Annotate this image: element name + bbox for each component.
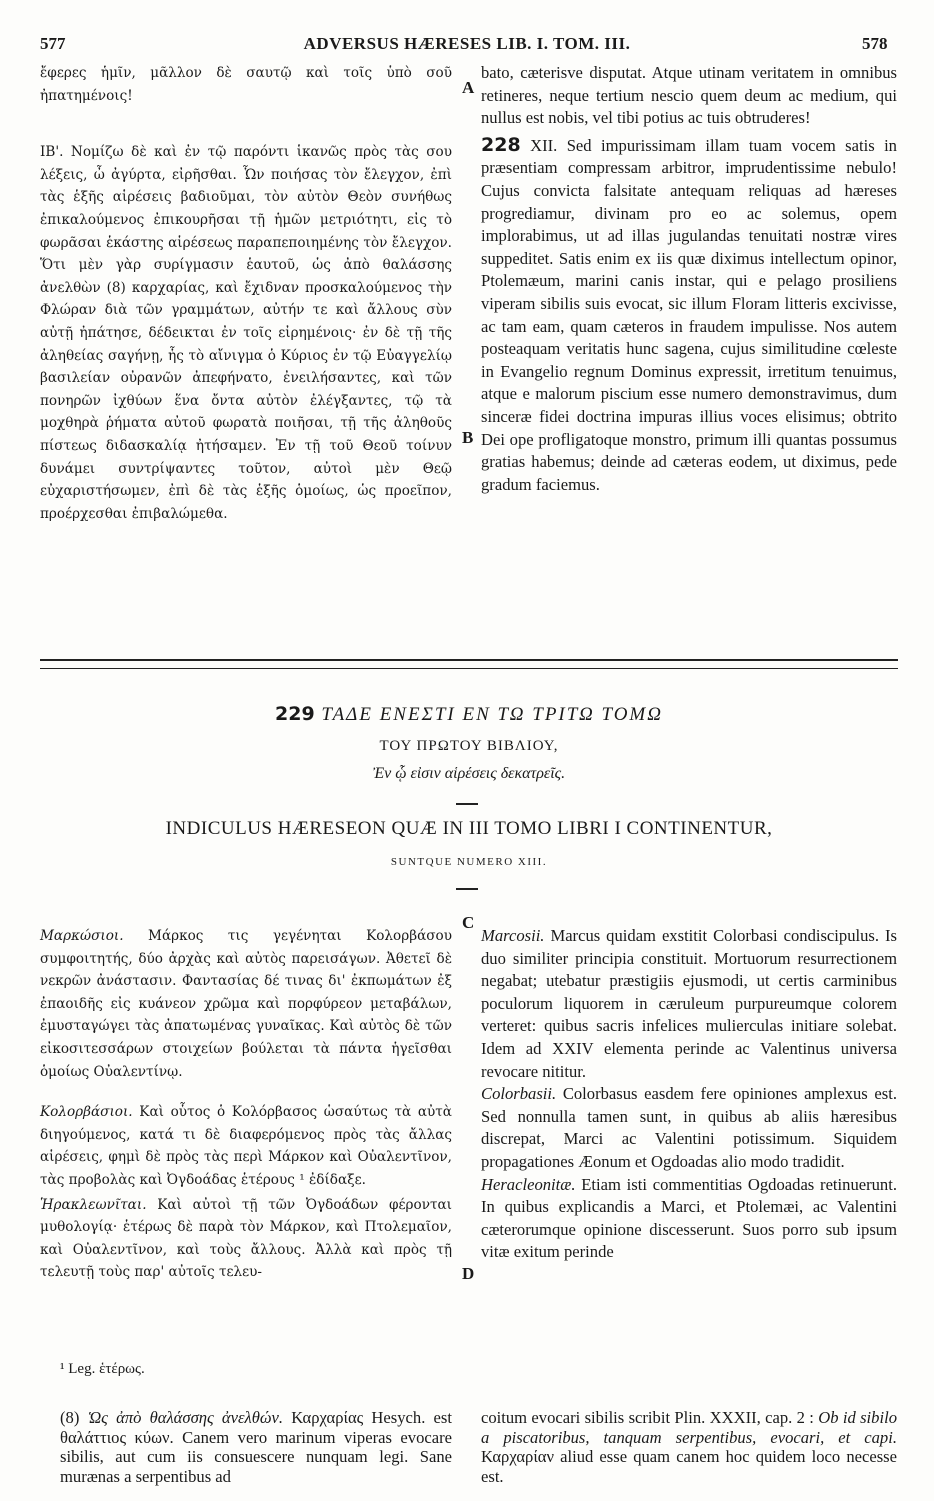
latin-paragraph-1: bato, cæterisve disputat. Atque utinam veritatem in omnibus retineres, neque tertium nescio quem deum ac medium, qui nullus est nobis, vel tibi potius ac tuis obtruderes! <box>481 63 897 128</box>
greek-entry-heracleonitae <box>40 1194 452 1284</box>
margin-letter-d: D <box>462 1264 475 1283</box>
greek-entry-text: Καὶ αὐτοὶ τῇ τῶν Ὀγδοάδων φέρονται μυθολογίᾳ· ἑτέρως δὲ παρὰ τὸν Μάρκον, καὶ Πτολεμαῖον, καὶ Οὐαλεντῖνον, καὶ τοὺς ἄλλους. Ἀλλὰ καὶ πρὸς τῇ τελευτῇ τοὺς παρ' αὐτοῖς τελευ- <box>40 1196 452 1281</box>
greek-entry-text: Μάρκος τις γεγένηται Κολορβάσου συμφοιτητής, δύο ἀρχὰς καὶ αὐτὸς παρεισάγων. Ἀθετεῖ δὲ νεκρῶν ἀνάστασιν. Φαντασίας δέ τινας δι' ἐκπωμάτων ἐξ ἐπαοιδῆς εἰς κυάνεον χρῶμα καὶ πορφύρεον μεταβάλων, ἐμυσταγώγει τὰς ἀπατωμένας γυναῖκας. Καὶ αὐτὸς δὲ τῶν εἰκοσιτεσσάρων στοιχείων βούλεται τὰ πάντα ἡγεῖσθαι ὁμοίως Οὐαλεντίνῳ. <box>40 928 452 1080</box>
short-rule-2 <box>456 888 478 890</box>
divider-rule-thick <box>40 659 898 661</box>
greek-column-bottom <box>40 925 452 1284</box>
footnote-1: ¹ Leg. ἑτέρως. <box>60 1361 145 1377</box>
greek-entry-head: Ἡρακλεωνῖται. <box>40 1196 147 1213</box>
latin-column-bottom <box>481 925 897 1264</box>
latin-entry-text: Colorbasus easdem fere opiniones amplexus est. Sed nonnulla tamen sunt, in quibus ab aliis hæresibus discrepat, Marci ac Valentini potissimum. Siquidem propagationes Æonum et Ogdoadas alio modo tradidit. <box>481 1084 897 1171</box>
greek-paragraph-1: ἔφερες ἡμῖν, μᾶλλον δὲ σαυτῷ καὶ τοῖς ὑπὸ σοῦ ἠπατημένοις! <box>40 65 452 104</box>
footnote-8-text: Καρχαρίας Hesych. est θαλάττιος κύων. Canem vero marinum viperas evocare sibilis, aut cum iis consuescere nunquam legi. Sane murænas a serpentibus ad <box>60 1408 452 1486</box>
latin-entry-colorbasii <box>481 1083 897 1173</box>
footnote-8-right <box>481 1408 897 1486</box>
footnote-8-right-text-a: coitum evocari sibilis scribit Plin. XXXII, cap. 2 : <box>481 1408 814 1427</box>
section-number-228: 228 <box>481 133 521 156</box>
index-greek-title-text: ΤΑΔΕ ΕΝΕΣΤΙ ΕΝ ΤΩ ΤΡΙΤΩ ΤΟΜΩ <box>321 704 663 725</box>
index-greek-subtitle: ΤΟΥ ΠΡΩΤΟΥ ΒΙΒΛΙΟΥ, <box>379 738 559 754</box>
latin-paragraph-2 <box>481 134 897 497</box>
footnote-8-left <box>60 1408 452 1486</box>
footnote-8-right-quote: Ob id sibilo a piscatoribus, tanquam serpentibus, evocari, et capi. <box>481 1408 897 1447</box>
latin-entry-heracleonitae <box>481 1174 897 1264</box>
footnote-8-right-text-b: Καρχαρίαν aliud esse quam canem hoc quidem loco necesse est. <box>481 1447 897 1486</box>
index-greek-title <box>40 703 898 726</box>
margin-letter-c: C <box>462 913 475 932</box>
footnote-8-marker: (8) <box>60 1408 80 1427</box>
greek-entry-head: Κολορβάσιοι. <box>40 1104 133 1121</box>
margin-letter-a: A <box>462 78 475 97</box>
latin-entry-text: Etiam isti commentitias Ogdoadas retinuerunt. In quibus explicandis a Marci, et Ptolemæi, ac Valentini cæterorumque opinione discesserunt. Suos porro sub ipsum vitæ exitum perinde <box>481 1174 897 1262</box>
divider-rule-thin <box>40 668 898 669</box>
latin-entry-marcosii <box>481 925 897 1083</box>
greek-entry-colorbasii <box>40 1101 452 1191</box>
greek-entry-marcosii <box>40 925 452 1083</box>
short-rule-1 <box>456 803 478 805</box>
index-latin-subtitle: SUNTQUE NUMERO XIII. <box>390 856 548 868</box>
latin-entry-text: Marcus quidam exstitit Colorbasi condiscipulus. Is duo similiter principia constituit. Mortuorum resurrectionem negabat; utebatur præstigiis ejusmodi, ut certis carminibus poculorum liquorem in cæruleum purpureumque colorem verteret: quibus sacris infelices mulierculas initiare solebat. Idem ad XXIV elementa perinde ac Valentinus universa revocare nititur. <box>481 926 897 1081</box>
running-title: ADVERSUS HÆRESES LIB. I. TOM. III. <box>303 34 631 53</box>
greek-entry-text: Καὶ οὗτος ὁ Κολόρβασος ὡσαύτως τὰ αὐτὰ διηγούμενος, κατά τι δὲ διαφερόμενος πρὸς τὰς ἄλλας αἱρέσεις, φημὶ δὲ πρὸς τὰς περὶ Μάρκον καὶ Οὐαλεντῖνον, τὰς προβολὰς καὶ Ὀγδοάδας ἑτέρους ¹ ἐδίδαξε. <box>40 1104 452 1188</box>
section-number-229: 229 <box>275 703 315 725</box>
latin-column-top <box>481 62 897 496</box>
page-number-right: 578 <box>862 34 888 53</box>
index-greek-subtitle-2: Ἐν ᾧ εἰσιν αἱρέσεις δεκατρεῖς. <box>372 765 566 782</box>
greek-paragraph-2: ΙΒ'. Νομίζω δὲ καὶ ἐν τῷ παρόντι ἱκανῶς πρὸς τὰς σου λέξεις, ὦ ἀγύρτα, εἰρῆσθαι. Ὧν ποιήσας τὸν ἔλεγχον, ἐπὶ τὰς ἑξῆς αἱρέσεις βαδιοῦμαι, τὸν αὐτὸν Θεὸν συνήθως ἐπικαλούμενος ἐπικουρῆσαι τῇ ἡμῶν μετριότητι, εἰς τὸ φωρᾶσαι ἑκάστης αἱρέσεως παραπεποιημένης τὸν ἔλεγχον. Ὅτι μὲν γὰρ συρίγμασιν ἑαυτοῦ, ὡς ἀπὸ θαλάσσης ἀνελθὼν (8) καρχαρίας, καὶ ἔχιδναν προσκαλούμενος τὴν Φλώραν διὰ τῶν γραμμάτων, αὐτήν τε καὶ ἄλλους σὺν αὐτῇ ἠπάτησε, δέδεικται ἐν τοῖς εἰρημένοις· ἐν δὲ τῇ τῆς ἀληθείας σαγήνῃ, ἧς τὸ αἴνιγμα ὁ Κύριος ἐν τῷ Εὐαγγελίῳ βασιλείαν οὐρανῶν ἀπεφήνατο, ἐνειλήσαντες, καὶ τῶν πονηρῶν ἰχθύων ἕνα ὄντα αὐτὸν ἐλέγξαντες, τῷ τὰ μοχθηρὰ ῥήματα αὐτοῦ φωρατὰ ποιῆσαι, τῇ τῆς ἀληθοῦς πίστεως διδασκαλίᾳ ἠτήσαμεν. Ἐν τῇ τοῦ Θεοῦ τοίνυν δυνάμει συντρίψαντες τοῦτον, αὐτοὶ μὲν Θεῷ εὐχαριστήσωμεν, ἐπὶ δὲ τὰς ἑξῆς ὁμοίως, ὡς προεῖπον, προέρχεσθαι ἐπιβαλώμεθα. <box>40 144 452 522</box>
latin-paragraph-2-text: XII. Sed impurissimam illam tuam vocem satis in præsentiam compressam arbitror, imprudentissime nebulo! Cujus convicta falsitate antequam reliquas ad hæreses progrediamur, divinam pro eo ac solemus, opem implorabimus, ut ad illas jugulandas tenuitati nostræ vires suppeditet. Satis enim ex iis quæ diximus intellectum opinor, Ptolemæum, marini canis instar, qui e pelago prosiliens viperam sibilis suis evocat, sic illum Floram litteris excivisse, ac tam eam, quam cæteros in fraudem impulisse. Nos autem posteaquam veritatis hunc sagena, cujus similitudine cœleste in Evangelio regnum Dominus expressit, irretitum tenuimus, atque e malorum piscium esse numero demonstravimus, dum sinceræ fidei doctrina impuras illius voces elisimus; obtrito Dei ope profligatoque monstro, primum illi quantas possumus gratias habemus; deinde ad cæteras eodem, ut diximus, pede gradum faciemus. <box>481 135 897 494</box>
greek-entry-head: Μαρκώσιοι. <box>40 928 124 944</box>
greek-column-top <box>40 62 452 525</box>
latin-entry-head: Heracleonitæ. <box>481 1174 576 1194</box>
margin-letter-b: B <box>462 428 474 447</box>
footnote-8-head: Ὡς ἀπὸ θαλάσσης ἀνελθών. <box>87 1408 283 1427</box>
latin-entry-head: Marcosii. <box>481 926 545 945</box>
page-number-left: 577 <box>40 34 66 53</box>
latin-entry-head: Colorbasii. <box>481 1084 557 1104</box>
index-latin-title: INDICULUS HÆRESEON QUÆ IN III TOMO LIBRI I CONTINENTUR, <box>165 818 773 839</box>
